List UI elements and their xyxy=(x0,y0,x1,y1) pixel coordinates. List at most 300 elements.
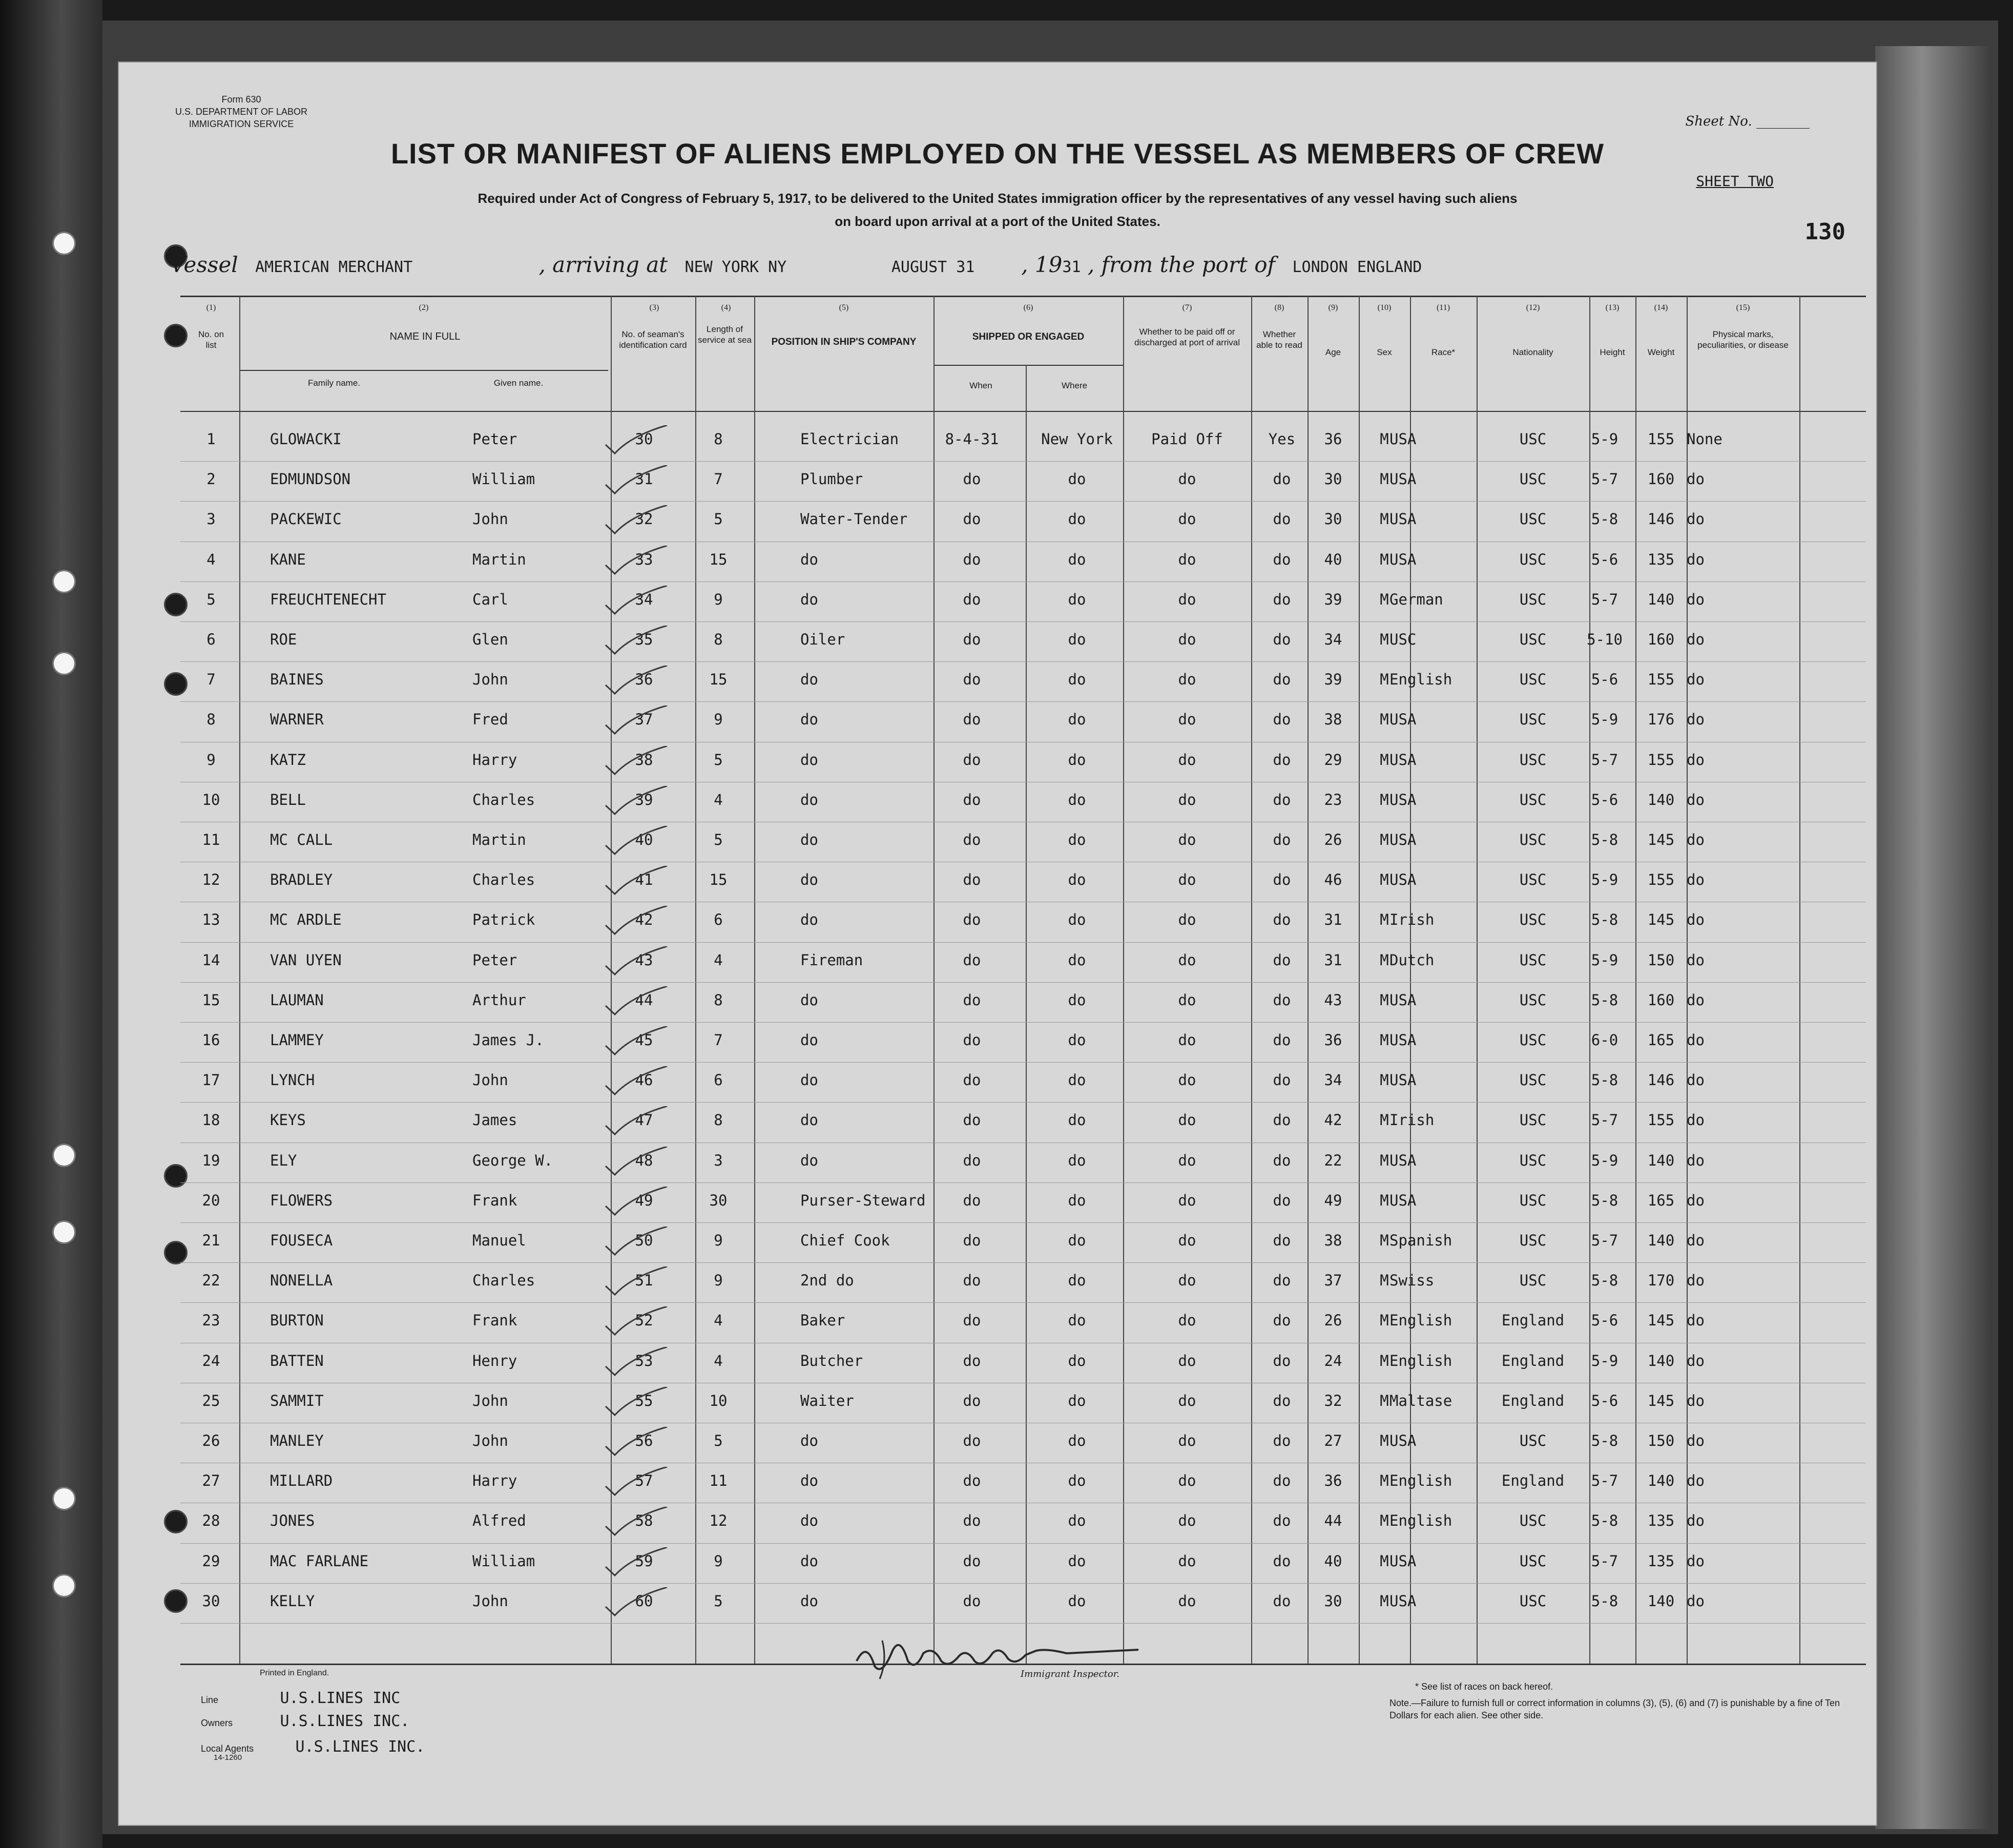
check-mark-icon xyxy=(600,906,682,937)
seaman-card-number-cell: 32 xyxy=(635,510,653,528)
given-name-cell: Alfred xyxy=(472,1512,526,1530)
age-cell: 31 xyxy=(1324,951,1342,969)
weight-cell: 140 xyxy=(1647,1151,1675,1169)
paid-off-status-cell: do xyxy=(1178,1111,1196,1129)
height-cell: 5-8 xyxy=(1591,1592,1618,1610)
row-number-cell: 22 xyxy=(202,1272,220,1290)
height-cell: 5-7 xyxy=(1591,1111,1618,1129)
height-cell: 5-8 xyxy=(1591,1432,1618,1449)
row-number-cell: 9 xyxy=(206,751,216,769)
given-name-cell: James xyxy=(472,1111,517,1129)
family-name-cell: MAC FARLANE xyxy=(270,1552,369,1570)
table-row xyxy=(119,582,1876,620)
from-port-label: , from the port of xyxy=(1087,252,1276,277)
row-number-cell: 1 xyxy=(206,430,216,448)
engaged-where-cell: do xyxy=(1068,711,1086,729)
age-cell: 37 xyxy=(1324,1272,1342,1290)
nationality-cell: England xyxy=(1501,1352,1565,1369)
col-number: (3) xyxy=(649,303,659,312)
engaged-when-cell: do xyxy=(963,510,981,528)
given-name-cell: Carl xyxy=(472,590,508,608)
punch-hole xyxy=(52,1220,76,1244)
height-cell: 5-8 xyxy=(1591,1272,1618,1290)
paid-off-status-cell: do xyxy=(1178,1472,1196,1490)
given-name-cell: Glen xyxy=(472,631,508,648)
check-mark-icon xyxy=(600,1427,682,1458)
nationality-cell: England xyxy=(1501,1392,1565,1409)
row-number-cell: 11 xyxy=(202,831,220,848)
family-name-cell: BATTEN xyxy=(270,1352,324,1369)
height-cell: 5-8 xyxy=(1591,991,1618,1009)
seaman-card-number-cell: 30 xyxy=(635,430,653,448)
nationality-cell: USC xyxy=(1519,951,1547,969)
height-cell: 5-10 xyxy=(1587,631,1623,648)
paid-off-status-cell: do xyxy=(1178,1432,1196,1449)
sheet-no-label: Sheet No. ________ xyxy=(1685,114,1810,129)
service-length-cell: 11 xyxy=(709,1472,728,1490)
engaged-when-cell: 8-4-31 xyxy=(945,430,999,448)
age-cell: 39 xyxy=(1324,590,1342,608)
age-cell: 36 xyxy=(1324,430,1342,448)
header-given-name: Given name. xyxy=(493,378,544,388)
table-row xyxy=(119,1262,1876,1301)
ship-position-cell: do xyxy=(800,1472,818,1490)
ship-position-cell: do xyxy=(800,911,818,929)
age-cell: 40 xyxy=(1324,550,1342,568)
paid-off-status-cell: do xyxy=(1178,1552,1196,1570)
physical-marks-cell: do xyxy=(1687,590,1705,608)
engaged-where-cell: do xyxy=(1068,1272,1086,1290)
given-name-cell: Patrick xyxy=(472,911,535,929)
nationality-cell: USC xyxy=(1519,1031,1547,1049)
nationality-cell: USC xyxy=(1519,1232,1547,1249)
family-name-cell: LAMMEY xyxy=(270,1031,324,1049)
header-when: When xyxy=(969,381,992,390)
weight-cell: 135 xyxy=(1647,1552,1675,1570)
seaman-card-number-cell: 49 xyxy=(635,1191,653,1209)
engaged-when-cell: do xyxy=(963,991,981,1009)
engaged-when-cell: do xyxy=(963,550,981,568)
weight-cell: 150 xyxy=(1647,1432,1675,1449)
paid-off-status-cell: do xyxy=(1178,470,1196,488)
ship-position-cell: Electrician xyxy=(800,430,899,448)
physical-marks-cell: do xyxy=(1687,1432,1705,1449)
row-number-cell: 4 xyxy=(206,550,216,568)
row-number-cell: 21 xyxy=(202,1232,220,1249)
service-length-cell: 7 xyxy=(714,470,723,488)
table-row xyxy=(119,1302,1876,1341)
engaged-where-cell: do xyxy=(1068,1432,1086,1449)
engaged-where-cell: do xyxy=(1068,1232,1086,1249)
family-name-cell: VAN UYEN xyxy=(270,951,342,969)
age-cell: 29 xyxy=(1324,751,1342,769)
table-row xyxy=(119,942,1876,981)
paid-off-status-cell: do xyxy=(1178,550,1196,568)
department-name: U.S. DEPARTMENT OF LABOR xyxy=(175,107,308,117)
paid-off-status-cell: do xyxy=(1178,671,1196,689)
height-cell: 5-6 xyxy=(1591,791,1618,808)
engaged-when-cell: do xyxy=(963,1592,981,1610)
row-number-cell: 10 xyxy=(202,791,220,808)
paid-off-status-cell: Paid Off xyxy=(1151,430,1223,448)
given-name-cell: John xyxy=(472,1392,508,1409)
ship-position-cell: Plumber xyxy=(800,470,863,488)
header-name-in-full: NAME IN FULL xyxy=(389,331,461,342)
weight-cell: 140 xyxy=(1647,791,1675,808)
service-length-cell: 5 xyxy=(714,1592,723,1610)
height-cell: 5-7 xyxy=(1591,590,1618,608)
row-number-cell: 19 xyxy=(202,1151,220,1169)
able-to-read-cell: do xyxy=(1273,550,1291,568)
engaged-when-cell: do xyxy=(963,1392,981,1409)
sex-cell: M xyxy=(1380,991,1389,1009)
printed-note: Printed in England. xyxy=(260,1669,329,1677)
sex-cell: M xyxy=(1380,550,1389,568)
header-nationality: Nationality xyxy=(1512,347,1553,357)
height-cell: 5-7 xyxy=(1591,751,1618,769)
physical-marks-cell: do xyxy=(1687,470,1705,488)
family-name-cell: FREUCHTENECHT xyxy=(270,590,386,608)
nationality-cell: USC xyxy=(1519,791,1547,808)
engaged-when-cell: do xyxy=(963,1232,981,1249)
family-name-cell: BELL xyxy=(270,791,306,808)
check-mark-icon xyxy=(600,1227,682,1257)
sex-cell: M xyxy=(1380,911,1389,929)
family-name-cell: KANE xyxy=(270,550,306,568)
service-length-cell: 5 xyxy=(714,510,723,528)
line-label: Line xyxy=(201,1695,219,1705)
sex-cell: M xyxy=(1380,1472,1389,1490)
engaged-where-cell: do xyxy=(1068,1191,1086,1209)
family-name-cell: KELLY xyxy=(270,1592,315,1610)
row-number-cell: 29 xyxy=(202,1552,220,1570)
weight-cell: 165 xyxy=(1647,1191,1675,1209)
able-to-read-cell: do xyxy=(1273,1232,1291,1249)
weight-cell: 140 xyxy=(1647,1592,1675,1610)
age-cell: 26 xyxy=(1324,831,1342,848)
given-name-cell: George W. xyxy=(472,1151,553,1169)
row-number-cell: 8 xyxy=(206,711,216,729)
sex-cell: M xyxy=(1380,590,1389,608)
header-able-read: Whether able to read xyxy=(1256,329,1302,350)
seaman-card-number-cell: 44 xyxy=(635,991,653,1009)
weight-cell: 145 xyxy=(1647,831,1675,848)
able-to-read-cell: do xyxy=(1273,1352,1291,1369)
seaman-card-number-cell: 39 xyxy=(635,791,653,808)
seaman-card-number-cell: 47 xyxy=(635,1111,653,1129)
service-length-cell: 9 xyxy=(714,711,723,729)
paid-off-status-cell: do xyxy=(1178,1592,1196,1610)
given-name-cell: Manuel xyxy=(472,1232,526,1249)
nationality-cell: USC xyxy=(1519,991,1547,1009)
sex-cell: M xyxy=(1380,711,1389,729)
service-length-cell: 8 xyxy=(714,1111,723,1129)
owners-value: U.S.LINES INC. xyxy=(280,1712,410,1730)
sex-cell: M xyxy=(1380,1191,1389,1209)
page-number: 130 xyxy=(1804,219,1845,245)
fine-note: Note.—Failure to furnish full or correct information in columns (3), (5), (6) and (7) is punishable by a fine of Ten Dollars for each alien. See other side. xyxy=(1389,1698,1840,1720)
age-cell: 27 xyxy=(1324,1432,1342,1449)
ship-position-cell: do xyxy=(800,991,818,1009)
sex-cell: M xyxy=(1380,1392,1389,1409)
seaman-card-number-cell: 35 xyxy=(635,631,653,648)
header-length-service: Length of service at sea xyxy=(698,324,752,345)
race-cell: German xyxy=(1389,590,1443,608)
engaged-where-cell: do xyxy=(1068,510,1086,528)
able-to-read-cell: do xyxy=(1273,1592,1291,1610)
family-name-cell: GLOWACKI xyxy=(270,430,342,448)
engaged-when-cell: do xyxy=(963,1111,981,1129)
engaged-when-cell: do xyxy=(963,470,981,488)
sex-cell: M xyxy=(1380,1352,1389,1369)
engaged-where-cell: do xyxy=(1068,751,1086,769)
service-length-cell: 9 xyxy=(714,1552,723,1570)
sheet-two-label: SHEET TWO xyxy=(1696,173,1774,190)
height-cell: 5-8 xyxy=(1591,831,1618,848)
given-name-cell: Harry xyxy=(472,751,517,769)
height-cell: 5-7 xyxy=(1591,1552,1618,1570)
able-to-read-cell: do xyxy=(1273,1312,1291,1330)
arriving-label: , arriving at xyxy=(538,252,668,277)
punch-hole xyxy=(52,570,76,593)
nationality-cell: USC xyxy=(1519,831,1547,848)
check-mark-icon xyxy=(600,746,682,777)
row-number-cell: 24 xyxy=(202,1352,220,1369)
ship-position-cell: do xyxy=(800,1432,818,1449)
nationality-cell: USC xyxy=(1519,1071,1547,1089)
able-to-read-cell: do xyxy=(1273,510,1291,528)
given-name-cell: Peter xyxy=(472,951,517,969)
col-number: (6) xyxy=(1023,303,1033,312)
given-name-cell: Fred xyxy=(472,711,508,729)
weight-cell: 155 xyxy=(1647,671,1675,689)
owners-field xyxy=(201,1712,409,1730)
form-code: 14-1260 xyxy=(214,1753,242,1762)
header-age: Age xyxy=(1325,347,1341,357)
seaman-card-number-cell: 40 xyxy=(635,831,653,848)
ship-position-cell: do xyxy=(800,550,818,568)
height-cell: 5-6 xyxy=(1591,1392,1618,1409)
header-race: Race* xyxy=(1431,347,1456,357)
weight-cell: 150 xyxy=(1647,951,1675,969)
given-name-cell: John xyxy=(472,1432,508,1449)
weight-cell: 140 xyxy=(1647,590,1675,608)
age-cell: 30 xyxy=(1324,510,1342,528)
able-to-read-cell: do xyxy=(1273,470,1291,488)
engaged-when-cell: do xyxy=(963,951,981,969)
check-mark-icon xyxy=(600,1066,682,1097)
form-identifier xyxy=(175,93,307,130)
sex-cell: M xyxy=(1380,671,1389,689)
race-cell: USA xyxy=(1389,871,1417,889)
family-name-cell: BRADLEY xyxy=(270,871,333,889)
seaman-card-number-cell: 42 xyxy=(635,911,653,929)
height-cell: 5-6 xyxy=(1591,1312,1618,1330)
nationality-cell: USC xyxy=(1519,1512,1547,1530)
engaged-when-cell: do xyxy=(963,1272,981,1290)
nationality-cell: USC xyxy=(1519,1272,1547,1290)
engaged-when-cell: do xyxy=(963,831,981,848)
paid-off-status-cell: do xyxy=(1178,871,1196,889)
engaged-where-cell: do xyxy=(1068,831,1086,848)
height-cell: 5-9 xyxy=(1591,1151,1618,1169)
col-number: (12) xyxy=(1526,303,1540,312)
weight-cell: 160 xyxy=(1647,631,1675,648)
agents-label: Local Agents xyxy=(201,1743,254,1754)
ship-position-cell: Water-Tender xyxy=(800,510,908,528)
service-length-cell: 12 xyxy=(709,1512,728,1530)
given-name-cell: Frank xyxy=(472,1312,517,1330)
table-row xyxy=(119,902,1876,941)
weight-cell: 155 xyxy=(1647,1111,1675,1129)
row-number-cell: 3 xyxy=(206,510,216,528)
check-mark-icon xyxy=(600,1266,682,1297)
sex-cell: M xyxy=(1380,791,1389,808)
table-row xyxy=(119,661,1876,700)
paid-off-status-cell: do xyxy=(1178,1151,1196,1169)
able-to-read-cell: do xyxy=(1273,1071,1291,1089)
service-length-cell: 8 xyxy=(714,991,723,1009)
ship-position-cell: do xyxy=(800,1151,818,1169)
table-row xyxy=(119,1543,1876,1582)
col-number: (10) xyxy=(1377,303,1392,312)
row-number-cell: 13 xyxy=(202,911,220,929)
table-row xyxy=(119,822,1876,861)
weight-cell: 146 xyxy=(1647,510,1675,528)
nationality-cell: USC xyxy=(1519,631,1547,648)
service-length-cell: 15 xyxy=(709,871,728,889)
height-cell: 5-8 xyxy=(1591,510,1618,528)
ship-position-cell: Baker xyxy=(800,1312,845,1330)
check-mark-icon xyxy=(600,1147,682,1177)
engaged-where-cell: do xyxy=(1068,911,1086,929)
service-length-cell: 8 xyxy=(714,631,723,648)
engaged-where-cell: do xyxy=(1068,590,1086,608)
row-number-cell: 2 xyxy=(206,470,216,488)
check-mark-icon xyxy=(600,705,682,736)
paid-off-status-cell: do xyxy=(1178,951,1196,969)
race-cell: Swiss xyxy=(1389,1272,1435,1290)
check-mark-icon xyxy=(600,1306,682,1337)
given-name-cell: John xyxy=(472,510,508,528)
ship-position-cell: do xyxy=(800,791,818,808)
service-length-cell: 3 xyxy=(714,1151,723,1169)
check-mark-icon xyxy=(600,826,682,857)
check-mark-icon xyxy=(600,866,682,897)
engaged-where-cell: do xyxy=(1068,1392,1086,1409)
able-to-read-cell: do xyxy=(1273,631,1291,648)
race-cell: English xyxy=(1389,1512,1452,1530)
family-name-cell: NONELLA xyxy=(270,1272,333,1290)
able-to-read-cell: do xyxy=(1273,671,1291,689)
height-cell: 5-7 xyxy=(1591,470,1618,488)
nationality-cell: USC xyxy=(1519,711,1547,729)
col-number: (7) xyxy=(1182,303,1192,312)
family-name-cell: LYNCH xyxy=(270,1071,315,1089)
race-cell: USA xyxy=(1389,1031,1417,1049)
arrival-date: AUGUST 31 xyxy=(891,258,975,276)
table-row xyxy=(119,461,1876,500)
check-mark-icon xyxy=(600,666,682,696)
owners-label: Owners xyxy=(201,1718,233,1728)
seaman-card-number-cell: 41 xyxy=(635,871,653,889)
header-no-on-list: No. on list xyxy=(198,329,224,350)
height-cell: 5-6 xyxy=(1591,550,1618,568)
physical-marks-cell: do xyxy=(1687,951,1705,969)
ship-position-cell: Oiler xyxy=(800,631,845,648)
engaged-when-cell: do xyxy=(963,1191,981,1209)
row-number-cell: 27 xyxy=(202,1472,220,1490)
weight-cell: 145 xyxy=(1647,911,1675,929)
family-name-cell: KATZ xyxy=(270,751,306,769)
weight-cell: 135 xyxy=(1647,550,1675,568)
family-name-cell: MC ARDLE xyxy=(270,911,342,929)
family-name-cell: MILLARD xyxy=(270,1472,333,1490)
line-field xyxy=(201,1689,400,1707)
seaman-card-number-cell: 52 xyxy=(635,1312,653,1330)
sex-cell: M xyxy=(1380,1312,1389,1330)
sex-cell: M xyxy=(1380,1232,1389,1249)
header-shipped-engaged: SHIPPED OR ENGAGED xyxy=(972,331,1085,342)
physical-marks-cell: None xyxy=(1687,430,1723,448)
physical-marks-cell: do xyxy=(1687,871,1705,889)
service-length-cell: 8 xyxy=(714,430,723,448)
service-length-cell: 30 xyxy=(709,1191,728,1209)
col-number: (13) xyxy=(1605,303,1620,312)
engaged-when-cell: do xyxy=(963,711,981,729)
given-name-cell: Charles xyxy=(472,1272,535,1290)
able-to-read-cell: do xyxy=(1273,911,1291,929)
age-cell: 42 xyxy=(1324,1111,1342,1129)
row-number-cell: 26 xyxy=(202,1432,220,1449)
header-bottom-rule xyxy=(180,411,1866,412)
engaged-when-cell: do xyxy=(963,671,981,689)
engaged-where-cell: do xyxy=(1068,1031,1086,1049)
check-mark-icon xyxy=(600,1026,682,1057)
physical-marks-cell: do xyxy=(1687,1352,1705,1369)
engaged-when-cell: do xyxy=(963,1432,981,1449)
row-number-cell: 17 xyxy=(202,1071,220,1089)
physical-marks-cell: do xyxy=(1687,1151,1705,1169)
header-where: Where xyxy=(1061,381,1088,390)
nationality-cell: USC xyxy=(1519,1111,1547,1129)
race-cell: English xyxy=(1389,1472,1452,1490)
weight-cell: 146 xyxy=(1647,1071,1675,1089)
weight-cell: 155 xyxy=(1647,871,1675,889)
race-cell: English xyxy=(1389,671,1452,689)
age-cell: 36 xyxy=(1324,1031,1342,1049)
col-number: (9) xyxy=(1328,303,1338,312)
given-name-cell: Charles xyxy=(472,871,535,889)
table-row xyxy=(119,1343,1876,1382)
sex-cell: M xyxy=(1380,1031,1389,1049)
age-cell: 30 xyxy=(1324,470,1342,488)
vessel-name: AMERICAN MERCHANT xyxy=(255,258,413,276)
service-length-cell: 6 xyxy=(714,911,723,929)
check-mark-icon xyxy=(600,986,682,1017)
age-cell: 46 xyxy=(1324,871,1342,889)
height-cell: 5-7 xyxy=(1591,1232,1618,1249)
able-to-read-cell: do xyxy=(1273,831,1291,848)
physical-marks-cell: do xyxy=(1687,1592,1705,1610)
sex-cell: M xyxy=(1380,871,1389,889)
physical-marks-cell: do xyxy=(1687,1472,1705,1490)
given-name-cell: Martin xyxy=(472,550,526,568)
row-number-cell: 12 xyxy=(202,871,220,889)
seaman-card-number-cell: 31 xyxy=(635,470,653,488)
seaman-card-number-cell: 45 xyxy=(635,1031,653,1049)
nationality-cell: USC xyxy=(1519,911,1547,929)
